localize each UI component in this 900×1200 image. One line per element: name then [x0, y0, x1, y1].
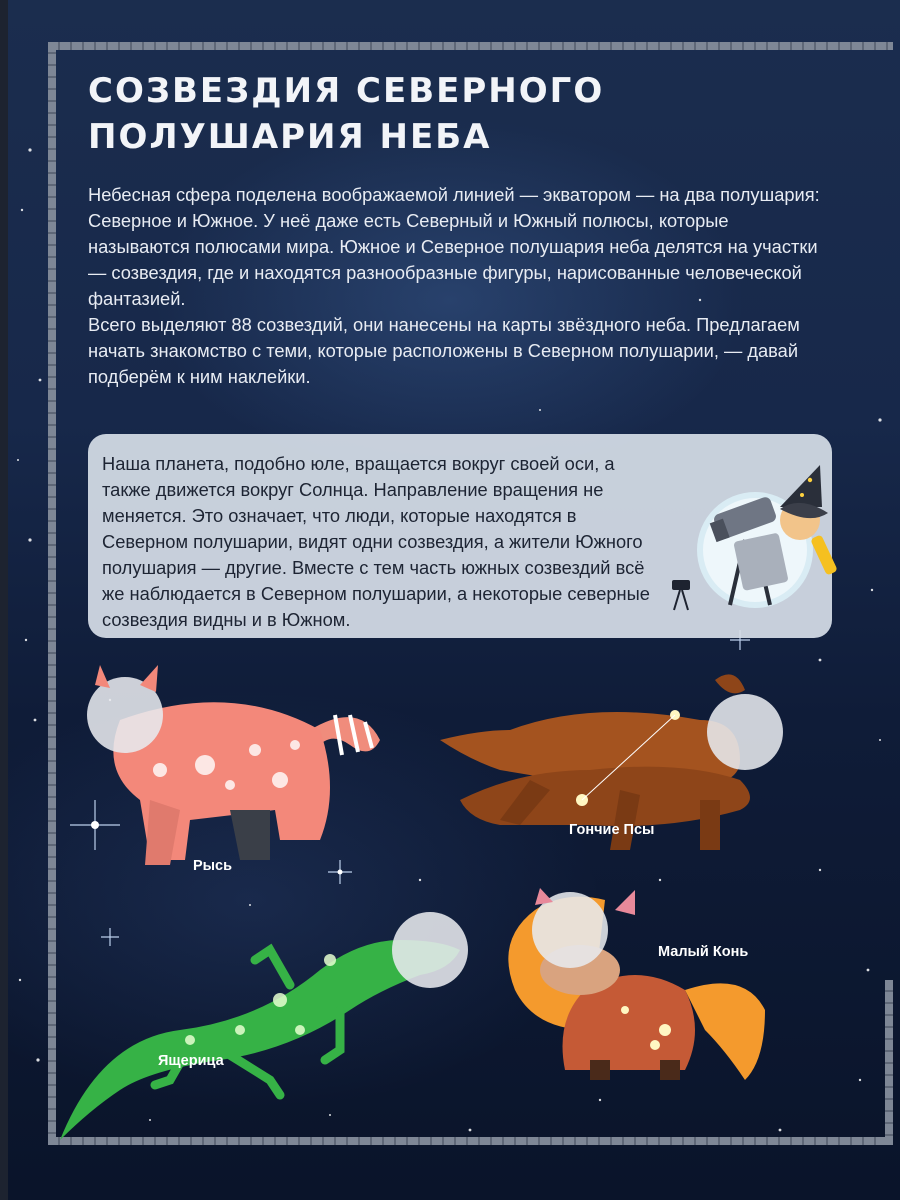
intro-paragraph: Небесная сфера поделена воображаемой линией — экватором — на два полушария: Северное и Южное. У неё даже есть Северный и Южный полюсы, которые называются полюсами мира. Южное и Северное полушария неба делятся на участки — созвездия, где и находятся разнообразные фигуры, нарисованные человеческой фантазией.: [88, 184, 820, 309]
intro-paragraph: Всего выделяют 88 созвездий, они нанесены на карты звёздного неба. Предлагаем начать знакомство с теми, которые расположены в Северном полушарии, — давай подберём к ним наклейки.: [88, 314, 800, 387]
astronomer-illustration: [660, 445, 860, 630]
little-horse-illustration: [495, 880, 795, 1090]
lynx-illustration: [80, 660, 400, 880]
constellation-label-hunting-dogs: Гончие Псы: [569, 822, 655, 838]
constellation-label-lizard: Ящерица: [158, 1053, 224, 1069]
lizard-illustration: [40, 880, 490, 1150]
info-text: Наша планета, подобно юле, вращается вокруг своей оси, а также движется вокруг Солнца. Направление вращения не меняется. Это означает, что люди, которые находятся в Северном полушарии, видят одни созвездия, а жители Южного полушария — другие. Вместе с тем часть южных созвездий всё же наблюдается в Северном полушарии, а некоторые северные созвездия видны и в Южном.: [102, 453, 650, 630]
frame-top: [48, 42, 893, 50]
constellation-label-lynx: Рысь: [193, 858, 233, 874]
sticker-placeholder-icon: [707, 694, 783, 770]
frame-right: [885, 980, 893, 1145]
sticker-placeholder-icon: [392, 912, 468, 988]
page-title: СОЗВЕЗДИЯ СЕВЕРНОГО ПОЛУШАРИЯ НЕБА: [88, 71, 605, 157]
constellation-label-little-horse: Малый Конь: [658, 944, 749, 960]
telescope-icon: [672, 580, 690, 610]
intro-text: [88, 182, 828, 390]
hunting-dogs-illustration: [440, 660, 790, 870]
